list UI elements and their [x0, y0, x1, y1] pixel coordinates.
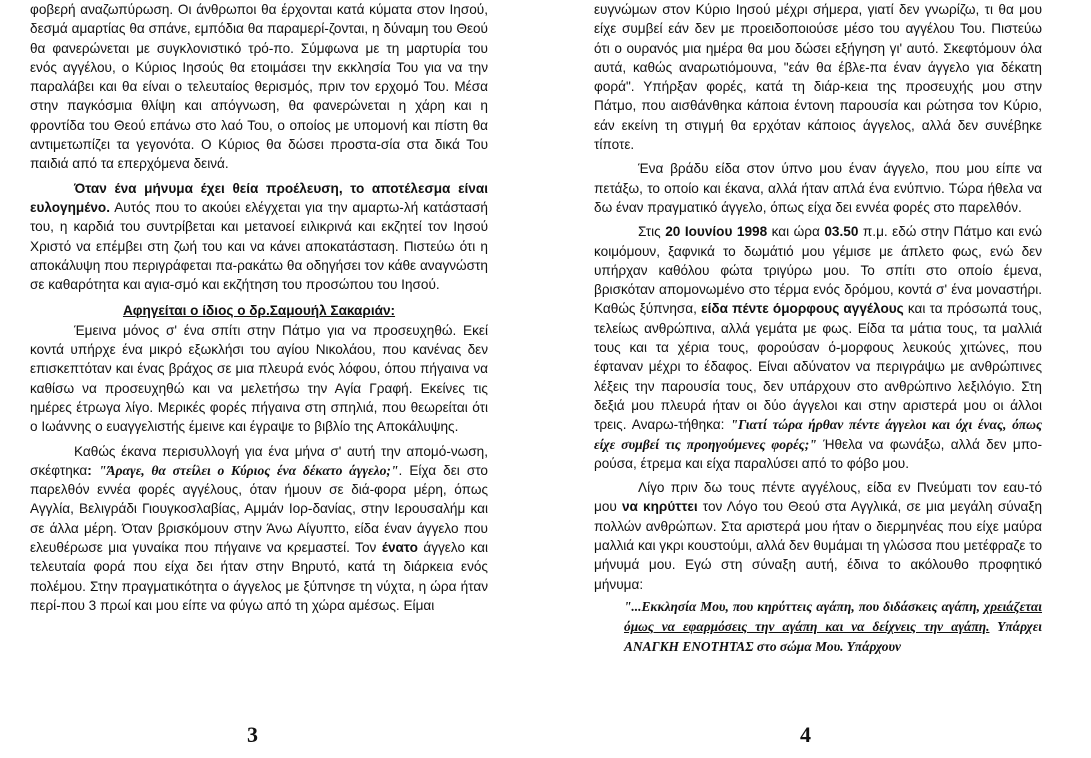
left-p2-bold: Όταν ένα μήνυμα έχει θεία προέλευση, το αποτέλεσμα είναι ευλογημένο. [30, 180, 488, 215]
right-paragraph-1 [594, 0, 1042, 154]
section-heading: Αφηγείται ο ίδιος ο δρ.Σαμουήλ Σακαριάν: [122, 303, 396, 319]
left-p4-quote: "Άραγε, θα στείλει ο Κύριος ένα δέκατο άγγελο;" [98, 462, 399, 478]
right-paragraph-4 [594, 478, 1042, 594]
right-p1-text: ευγνώμων στον Κύριο Ιησού μέχρι σήμερα, γιατί δεν γνωρίζω, τι θα μου είχε συμβεί εάν δεν με προειδοποιούσε μέσο του αγγέλου Του. Πιστεύω ότι ο ουρανός μια ημέρα θα μου δώσει εξήγηση γι' αυτό. Σκεφτόμουν όλα αυτά, καθώς αναρωτιόμουνα, "εάν θα έβλε-πα έναν άγγελο για δέκατη φορά". Υπήρξαν φορές, κατά τη διάρ-κεια της προσευχής μου στην Πάτμο, που αισθάνθηκα κάποια έντονη παρουσία και ρώτησα τον Κύριο, εάν εκείνη τη στιγμή θα ερχόταν κάποιος άγγελος, αλλά δεν συνέβηκε τίποτε. [594, 2, 1042, 153]
quote-part-a: "...Εκκλησία Μου, που κηρύττεις αγάπη, που διδάσκεις αγάπη, [624, 598, 984, 614]
right-paragraph-3 [594, 222, 1042, 473]
left-p4-colon: : [87, 462, 99, 478]
right-p3-time: 03.50 [824, 224, 859, 240]
left-paragraph-1 [30, 0, 488, 174]
right-p3-c: π.μ. εδώ στην Πάτμο και ενώ κοιμόμουν, ξαφνικά το δωμάτιό μου γέμισε με άπλετο φως, ενώ δεν υπήρχαν καθόλου φώτα τριγύρω μου. Το σπίτι στο οποίο έμενα, βρισκόταν απομονωμένο στο τέρμα ενός δρόμου, κοντά σ' ένα μοναστήρι. Καθώς ξύπνησα, [594, 224, 1042, 317]
right-p3-e: Ήθελα να φωνάξω, αλλά δεν μπο-ρούσα, έτρεμα και είχα παραλύσει από το φόβο μου. [594, 436, 1042, 471]
quote-part-b: Υπάρχει ΑΝΑΓΚΗ ΕΝΟΤΗΤΑΣ στο σώμα Μου. Υπάρχουν [624, 618, 1042, 654]
left-paragraph-3 [30, 321, 488, 437]
page-number-right: 4 [800, 722, 811, 747]
right-p4-bold: να κηρύττει [621, 499, 698, 515]
right-p3-a: Στις [638, 224, 666, 240]
right-p3-date: 20 Ιουνίου 1998 [665, 224, 768, 240]
right-p3-quote: "Γιατί τώρα ήρθαν πέντε άγγελοι και όχι ένας, όπως είχε συμβεί τις προηγούμενες φορές;" [594, 417, 1043, 452]
right-paragraph-2 [594, 159, 1042, 217]
right-p3-d: και τα πρόσωπά τους, τελείως ανθρώπινα, αλλά γεμάτα με φως. Είδα τα μάτια τους, τα μαλλιά τους και τα χέρια τους, φορούσαν ό-μορφους λευκούς χιτώνες, που έφταναν μέχρι το έδαφος. Είναι αδύνατον να περιγράψω με ανθρώπινες λέξεις την παρουσία τους, δεν υπάρχουν στο ανθρώπινο λεξιλόγιο. Στη δεξιά μου πλευρά ήταν οι δύο άγγελοι και στην αριστερά μου οι άλλοι τρεις. Αναρω-τήθηκα: [594, 301, 1042, 433]
prophetic-message-quote [594, 597, 1042, 657]
right-page [594, 0, 1042, 657]
right-p4-b: τον Λόγο του Θεού στα Αγγλικά, σε μια μεγάλη σύναξη πολλών ανθρώπων. Στα αριστερά μου ήταν ο διερμηνέας που είχε μαύρα μαλλιά και γκρι κουστούμι, αλλά δεν θυμάμαι τη γλώσσα που μετέφραζε το μήνυμά μου. Εγώ στη σύναξη αυτή, έδινα το ακόλουθο προφητικό μήνυμα: [594, 499, 1043, 592]
right-p3-bold: είδα πέντε όμορφους αγγέλους [701, 301, 904, 317]
page-number-left: 3 [247, 722, 258, 747]
left-p4-a: Καθώς έκανα περισυλλογή για ένα μήνα σ' αυτή την απομό-νωση, σκέφτηκα [30, 443, 488, 478]
left-p1-text: φοβερή αναζωπύρωση. Οι άνθρωποι θα έρχονται κατά κύματα στον Ιησού, δεσμά αμαρτίας θα σπάνε, εμπόδια θα παραμερί-ζονται, η δύναμη του Θεού θα φανερώνεται με συγκλονιστικό τρό-πο. Σύμφωνα με τη μαρτυρία του ενός αγγέλου, ο Κύριος Ιησούς θα ετοιμάσει την εκκλησία Του για να την παραλάβει και θα είναι ο τελευταίος θερισμός, πριν τον ερχομό Του. Μέσα στην παγκόσμια θλίψη και απόγνωση, θα φανερώνεται η χάρη και η φροντίδα του Θεού επάνω στο λαό Του, ο οποίος με υπομονή και πίστη θα αντιμετωπίζει τα γεγονότα. Ο Κύριος θα δώσει προστα-σία στα δικά Του παιδιά από τα επερχόμενα δεινά. [30, 2, 488, 172]
left-page [30, 0, 488, 615]
left-p3-text: Έμεινα μόνος σ' ένα σπίτι στην Πάτμο για να προσευχηθώ. Εκεί κοντά υπήρχε ένα μικρό εξωκλήσι του αγίου Νικολάου, που κανένας δεν επισκεπτόταν και ένας βράχος σε μια πλευρά ενός λόφου, όπου πήγαινα να καθίσω να προσευχηθώ και να μελετήσω την Αγία Γραφή. Εκείνες τις ημέρες έτρωγα λίγο. Μερικές φορές πήγαινα στη σπηλιά, που θεωρείται ότι ο Ιωάννης ο ευαγγελιστής έμεινε και έγραψε το βιβλίο της Αποκάλυψης. [30, 322, 488, 435]
left-paragraph-2 [30, 179, 488, 295]
left-paragraph-4 [30, 442, 488, 616]
left-p4-b: . Είχα δει στο παρελθόν εννέα φορές αγγέλους, όταν ήμουν σε διά-φορα μέρη, όπως Αγγλία, Βελιγράδι Γιουγκοσλαβίας, Αμμάν Ιορ-δανίας, στην Ιερουσαλήμ και σε άλλα μέρη. Όταν βρισκόμουν στην Άνω Αίγυπτο, είδα έναν άγγελο που ελευθέρωσε μια γυναίκα που πήγαινε να κρεμαστεί. Τον [30, 462, 488, 556]
left-p4-c: άγγελο και τελευταία φορά που είχα δει ήταν στην Βηρυτό, κατά τη διάρκεια ενός πολέμου. Στην πραγματικότητα ο άγγελος με ξύπνησε τη νύχτα, η ώρα ήταν περί-που 3 πρωί και μου είπε να φύγω από τη χώρα αμέσως. Είμαι [30, 540, 489, 613]
right-p2-text: Ένα βράδυ είδα στον ύπνο μου έναν άγγελο, που μου είπε να πετάξω, το οποίο και έκανα, αλλά ήταν απλά ένα ενύπνιο. Τώρα ήθελα να δω έναν πραγματικό άγγελο, όπως είχα δει εννέα φορές στο παρελθόν. [594, 161, 1042, 215]
left-p4-bold: ένατο [381, 540, 418, 556]
right-p4-a: Λίγο πριν δω τους πέντε αγγέλους, είδα εν Πνεύματι τον εαυ-τό μου [594, 480, 1042, 515]
right-p3-b: και ώρα [767, 224, 825, 240]
quote-underlined: χρειάζεται όμως να εφαρμόσεις την αγάπη και να δείχνεις την αγάπη. [624, 598, 1042, 634]
left-p2-rest: Αυτός που το ακούει ελέγχεται για την αμαρτω-λή κατάστασή του, η καρδιά του συντρίβεται και μετανοεί ειλικρινά και εκζητεί τον Ιησού Χριστό να επέμβει στη ζωή του και να κάνει αποκατάσταση. Πιστεύω ότι η αποκάλυψη που περιγράφεται πα-ρακάτω θα οδηγήσει τον κάθε αναγνώστη σε καθαρότητα και αγια-σμό και εκζήτηση του προσώπου του Ιησού. [30, 199, 488, 293]
